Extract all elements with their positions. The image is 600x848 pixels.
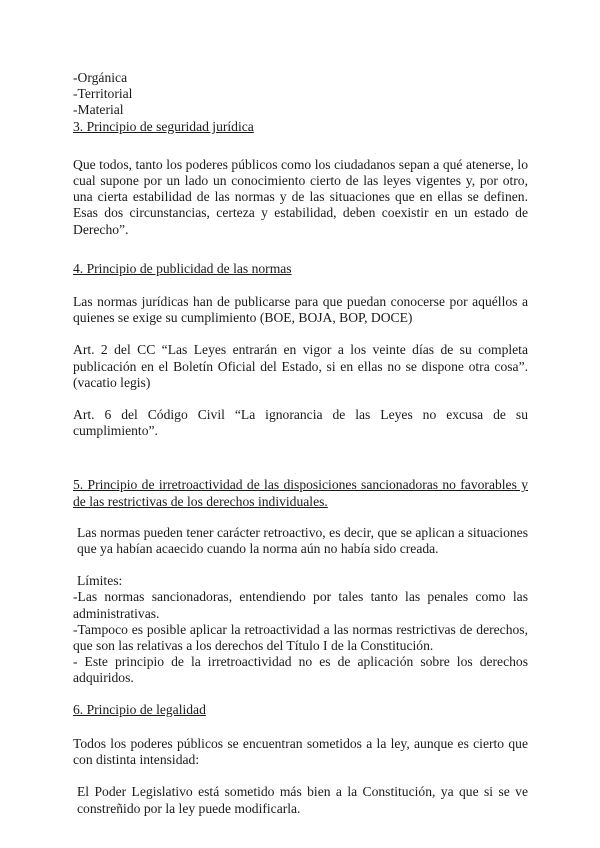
section-6-paragraph-2: El Poder Legislativo está sometido más bien a la Constitución, ya que si se ve constreñido por la ley puede modificarla. [77,784,528,816]
section-6-paragraph-1: Todos los poderes públicos se encuentran sometidos a la ley, aunque es cierto que con distinta intensidad: [73,735,528,768]
section-4-paragraph-3: Art. 6 del Código Civil “La ignorancia de las Leyes no excusa de su cumplimiento”. [73,407,528,439]
list-item: -Material [73,102,124,118]
section-5-paragraph: Las normas pueden tener carácter retroactivo, es decir, que se aplican a situaciones que ya habían acaecido cuando la norma aún no había sido creada. [77,524,528,557]
section-6-heading: 6. Principio de legalidad [73,701,206,717]
list-item: -Territorial [73,86,133,102]
limits-item: -Las normas sancionadoras, entendiendo por tales tanto las penales como las administrativas. [73,589,528,621]
section-4-heading: 4. Principio de publicidad de las normas [73,260,292,276]
section-5-heading: 5. Principio de irretroactividad de las disposiciones sancionadoras no favorables y de las restrictivas de los derechos individuales. [73,477,528,509]
section-4-paragraph-1: Las normas jurídicas han de publicarse para que puedan conocerse por aquéllos a quienes se exige su cumplimiento (BOE, BOJA, BOP, DOCE) [73,294,528,326]
intro-list [73,70,528,119]
list-item: -Orgánica [73,70,128,85]
section-3-heading: 3. Principio de seguridad jurídica [73,118,254,134]
limits-item: - Este principio de la irretroactividad no es de aplicación sobre los derechos adquiridos. [73,654,528,686]
limits-item: -Tampoco es posible aplicar la retroactividad a las normas restrictivas de derechos, que son las relativas a los derechos del Título I de la Constitución. [73,621,528,654]
limits-title: Límites: [77,573,123,589]
section-4-paragraph-2: Art. 2 del CC “Las Leyes entrarán en vigor a los veinte días de su completa publicación en el Boletín Oficial del Estado, si en ellas no se dispone otra cosa”. (vacatio legis) [73,342,528,390]
section-3-paragraph: Que todos, tanto los poderes públicos como los ciudadanos sepan a qué atenerse, lo cual supone por un lado un conocimiento cierto de las leyes vigentes y, por otro, una cierta estabilidad de las normas y de las situaciones que en ellas se definen. Esas dos circunstancias, certeza y estabilidad, deben coexistir en un estado de Derecho”. [73,156,528,237]
